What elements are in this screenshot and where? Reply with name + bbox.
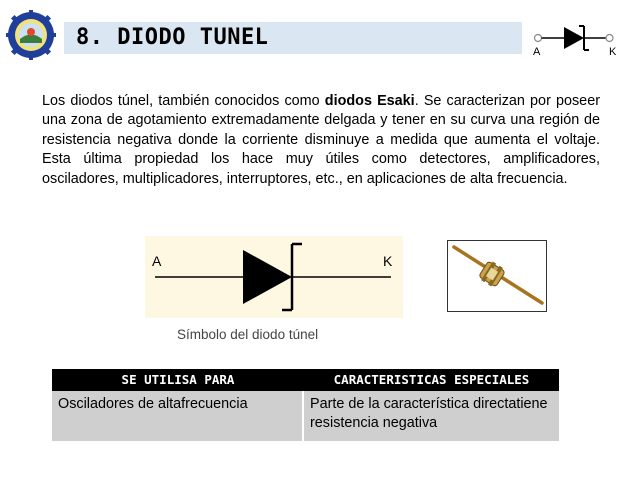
cathode-label: K [383,253,393,269]
header-diode-symbol [528,18,628,62]
cathode-label-small: K [609,46,617,58]
diode-photo [447,240,547,312]
paragraph-text-end: . Se caracterizan por poseer una zona de agotamiento extremadamente delgada y tener en su curva una región de resistencia negativa donde la corriente disminuye a medida que aumenta el voltaje. Esta última propiedad los hace muy útiles como detectores, amplificadores, osciladores, multiplicadores, interruptores, etc., en aplicaciones de alta frecuencia. [42,93,600,187]
tunnel-diode-symbol-icon [145,236,403,318]
anode-label: A [152,253,162,269]
column-header-uses: SE UTILISA PARA [121,372,235,387]
bold-term: diodos Esaki [324,93,415,109]
page-title: 8. DIODO TUNEL [76,25,269,50]
characteristics-table [52,369,559,441]
title-bar [64,22,522,54]
paragraph-text-start: Los diodos túnel, también conocidos como [42,93,325,109]
anode-label-small: A [533,46,541,58]
figure-caption: Símbolo del diodo túnel [177,327,319,342]
diode-component-image [448,241,546,311]
column-header-features: CARACTERISTICAS ESPECIALES [333,372,530,387]
table-header [52,369,559,391]
diode-symbol-figure [145,236,403,318]
table-cell-feature: Parte de la característica directatiene resistencia negativa [302,391,559,441]
description-paragraph [42,92,600,189]
institution-logo [6,10,56,60]
table-cell-use: Osciladores de altafrecuencia [58,396,248,412]
table-row [52,391,559,441]
